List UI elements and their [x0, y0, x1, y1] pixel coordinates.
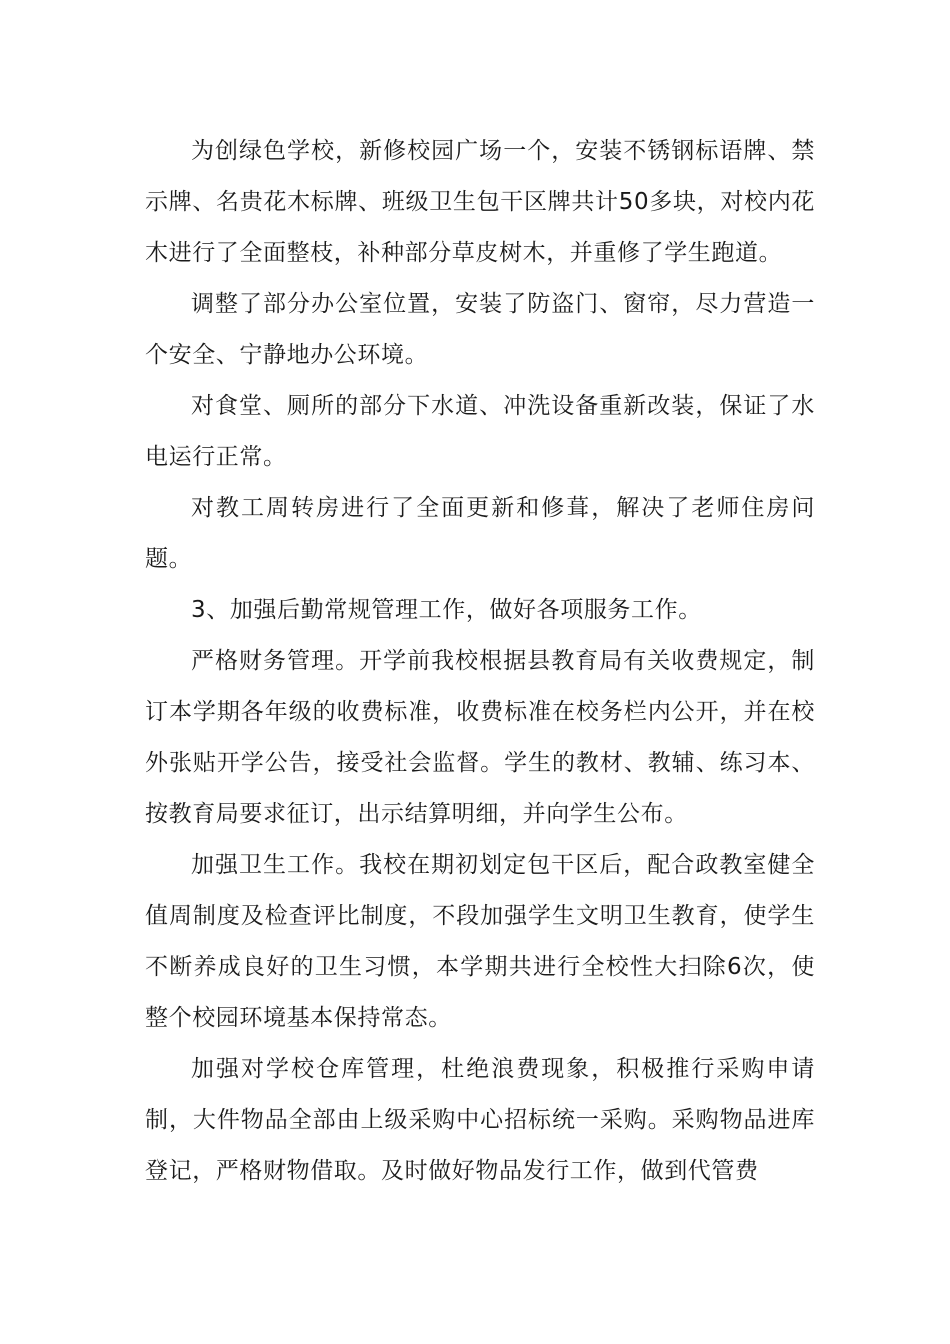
- paragraph-green-campus: 为创绿色学校，新修校园广场一个，安装不锈钢标语牌、禁示牌、名贵花木标牌、班级卫生包干区牌共计50多块，对校内花木进行了全面整枝，补种部分草皮树木，并重修了学生跑道。: [145, 138, 815, 266]
- paragraph-staff-housing: 对教工周转房进行了全面更新和修葺，解决了老师住房问题。: [145, 495, 815, 572]
- paragraph-finance-management: 严格财务管理。开学前我校根据县教育局有关收费规定，制订本学期各年级的收费标准，收费标准在校务栏内公开，并在校外张贴开学公告，接受社会监督。学生的教材、教辅、练习本、按教育局要求征订，出示结算明细，并向学生公布。: [145, 648, 815, 827]
- paragraph-office-adjustment: 调整了部分办公室位置，安装了防盗门、窗帘，尽力营造一个安全、宁静地办公环境。: [145, 291, 815, 368]
- paragraph-hygiene-work: 加强卫生工作。我校在期初划定包干区后，配合政教室健全值周制度及检查评比制度，不段加强学生文明卫生教育，使学生不断养成良好的卫生习惯，本学期共进行全校性大扫除6次，使整个校园环境基本保持常态。: [145, 852, 815, 1031]
- paragraph-canteen-renovation: 对食堂、厕所的部分下水道、冲洗设备重新改装，保证了水电运行正常。: [145, 393, 815, 470]
- paragraph-warehouse-management: 加强对学校仓库管理，杜绝浪费现象，积极推行采购申请制，大件物品全部由上级采购中心招标统一采购。采购物品进库登记，严格财物借取。及时做好物品发行工作，做到代管费: [145, 1056, 815, 1184]
- section-heading-logistics: 3、加强后勤常规管理工作，做好各项服务工作。: [191, 597, 702, 623]
- document-body: [145, 126, 815, 1197]
